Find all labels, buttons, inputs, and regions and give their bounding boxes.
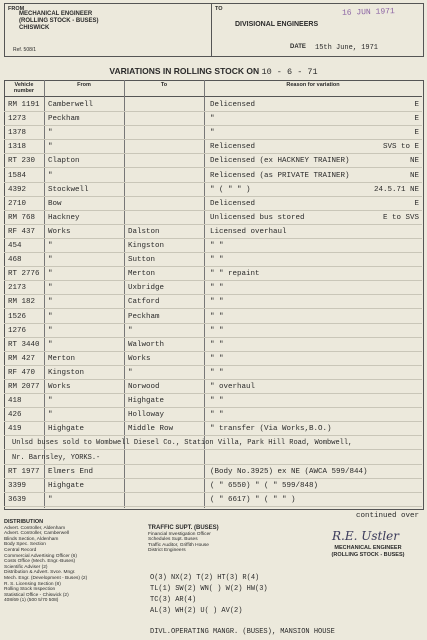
from-location: " [48,129,53,138]
signatory-line: (ROLLING STOCK - BUSES) [331,551,405,558]
from-location: Elmers End [48,467,94,476]
from-location: Peckham [48,115,80,124]
to-location: Highgate [128,397,165,406]
vehicle-number: 2173 [8,284,27,293]
variation-reason: (Body No.3925) ex NE (AWCA 599/844) [210,467,368,476]
variation-reason: " ( " " ) [210,185,251,194]
variation-reason: " " [210,256,224,265]
to-location: Peckham [128,312,160,321]
from-location: " [48,171,53,180]
table-row [4,210,422,225]
variation-reason: Relicensed [210,143,256,152]
garage-code-line: O(3) NX(2) T(2) HT(3) R(4) [150,574,260,582]
col-header-vehicle: Vehicle number [13,82,35,94]
from-location: " [48,284,53,293]
from-location: Works [48,227,71,236]
variation-reason: Unlicensed bus stored [210,213,305,222]
variation-reason: Delicensed [210,101,256,109]
traffic-lines [148,532,268,554]
signature: R.E. Ustler [332,529,400,543]
vehicle-number: 1318 [8,143,27,152]
traffic-line: District Engineers [148,548,186,554]
variation-reason: ( " 6550) " ( " 599/848) [210,481,319,490]
traffic-line: Schedules Supt. Buses [148,537,198,543]
variation-reason: Delicensed [210,199,256,208]
memo-header [4,3,424,57]
vehicle-number: 3399 [8,481,27,490]
from-location: " [48,495,53,504]
from-location: Camberwell [48,101,94,109]
from-location: Stockwell [48,185,89,194]
from-line: CHISWICK [19,25,50,31]
table-row [4,478,422,493]
area-code: E [414,129,419,138]
from-location: Clapton [48,157,80,166]
from-location: " [48,312,53,321]
col-header-reason: Reason for variation [286,82,340,88]
from-location: Highgate [48,425,85,434]
table-row [4,153,422,168]
traffic-list [148,526,268,554]
variation-reason: " " [210,340,224,349]
distribution-line: Statistical Office - Chiswick (2) [4,592,69,598]
garage-code-line: AL(3) WH(2) U( ) AV(2) [150,607,243,615]
to-location: Holloway [128,411,165,420]
vehicle-number: 418 [8,397,22,406]
table-row [4,252,422,267]
from-location: Bow [48,199,62,208]
vehicle-number: 4392 [8,185,27,194]
distribution-line: Blinds Section, Aldenham [4,536,59,542]
to-location: Walworth [128,340,165,349]
area-code: NE [409,171,419,180]
to-value: DIVISIONAL ENGINEERS [235,21,319,28]
page-title [0,66,427,77]
variation-reason: " " repaint [210,270,260,279]
area-code: 24.5.71 NE [373,185,419,194]
vehicle-number: 3639 [8,495,27,504]
table-row [4,111,422,126]
distribution-line: Costs Office (Mech. Engr.-Buses) [4,559,76,565]
table-row [4,379,422,394]
vehicle-number: RM 2077 [8,383,40,391]
from-location: Works [48,383,71,391]
area-code: E [414,199,419,208]
title-date: 10 - 6 - 71 [261,67,318,77]
to-location: Merton [128,270,156,279]
variation-reason: " overhaul [210,383,256,391]
signatory-title [314,545,422,558]
from-block [19,11,99,32]
from-location: " [48,256,53,265]
vehicle-number: RT 230 [8,157,36,166]
from-location: Highgate [48,481,85,490]
vehicle-number: 1584 [8,171,27,180]
distribution-line: Commercial Advertising Officer (6) [4,553,77,559]
table-row [4,393,422,408]
vehicle-number: RF 470 [8,368,36,377]
distribution-line: Advert. Controller, Camberwell [4,531,70,537]
table-row [4,266,422,281]
to-location: " [128,326,133,335]
distribution-line: Scientific Adviser (2) [4,564,48,570]
traffic-heading: TRAFFIC SUPT. (BUSES) [148,525,219,531]
table-row [4,168,422,183]
vehicle-number: 2710 [8,199,27,208]
to-location: Kingston [128,242,165,250]
vehicle-number: 1526 [8,312,27,321]
signatory-line: MECHANICAL ENGINEER [334,545,402,551]
table-row [4,309,422,324]
row-note: Unlsd buses sold to Wombwell Diesel Co., Station Villa, Park Hill Road, Wombwell, [12,439,353,448]
table-row [4,196,422,211]
table-row [4,464,422,479]
vehicle-number: RT 2776 [8,270,40,279]
from-location: " [48,242,53,250]
area-code: NE [409,157,419,166]
distribution-line: Distribution & Advert. Svce. Mngr. [4,570,76,576]
table-row [4,421,422,436]
distribution-line: Rolling Stock Inspection [4,587,56,593]
variation-reason: " transfer (Via Works,B.O.) [210,425,332,434]
to-location: Uxbridge [128,284,165,293]
divisional-manager: DIVL.OPERATING MANGR. (BUSES), MANSION HOUSE [150,628,335,636]
table-row [4,125,422,140]
header-divider [211,4,212,56]
area-code: SVS to E [382,143,419,152]
table-row [4,323,422,338]
to-label: TO [215,6,223,12]
variation-reason: " [210,115,215,124]
vehicle-number: RM 182 [8,298,36,307]
distribution-lines [4,526,144,604]
date-label: DATE [290,44,306,50]
from-location: " [48,397,53,406]
distribution-line: R. S. Licensing Section (8) [4,581,61,587]
col-header-from: From [77,82,91,88]
garage-code-line: TL(1) SW(2) WN( ) W(2) HW(3) [150,585,268,593]
traffic-line: Financial Investigation Officer [148,531,211,537]
from-label: FROM [8,6,25,12]
table-row [4,492,422,507]
from-location: " [48,340,53,349]
vehicle-number: RM 768 [8,213,36,222]
table-row [4,450,422,465]
variation-reason: " " [210,312,224,321]
to-location: Dalston [128,227,160,236]
variation-reason: " " [210,298,224,307]
variation-reason: " " [210,411,224,420]
table-row [4,351,422,366]
table-row [4,224,422,239]
vehicle-number: RT 3440 [8,340,40,349]
vehicle-number: 419 [8,425,22,434]
variation-reason: " " [210,326,224,335]
area-code: E to SVS [382,213,419,222]
area-code: E [414,101,419,109]
variation-reason: " " [210,368,224,377]
distribution-line: Body Spec. Section [4,542,46,548]
to-location: Sutton [128,256,156,265]
table-row [4,238,422,253]
variation-reason: Licensed overhaul [210,227,287,236]
to-location: Middle Row [128,425,174,434]
row-note: Nr. Barnsley, YORKS.- [12,453,101,462]
from-location: " [48,270,53,279]
from-line: MECHANICAL ENGINEER [19,11,93,17]
table-row [4,365,422,380]
title-text: VARIATIONS IN ROLLING STOCK ON [109,66,260,76]
variation-reason: " " [210,397,224,406]
from-location: " [48,326,53,335]
variation-reason: " " [210,284,224,293]
col-header-to: To [160,82,168,88]
to-location: Works [128,354,151,363]
table-row [4,337,422,352]
from-location: Kingston [48,368,85,377]
distribution-line: 408/69 (1) (500 5/70 508) [4,598,59,604]
variation-reason: " " [210,242,224,250]
traffic-line: Traffic Auditor, Griffith House [148,542,209,548]
date-value: 15th June, 1971 [315,44,379,52]
vehicle-number: 454 [8,242,22,250]
vehicle-number: RF 437 [8,227,36,236]
to-location: " [128,368,133,377]
variation-reason: " " [210,354,224,363]
variation-reason: Delicensed (ex HACKNEY TRAINER) [210,157,350,166]
from-location: Merton [48,354,76,363]
table-row [4,97,422,112]
vehicle-number: 1378 [8,129,27,138]
vehicle-number: 468 [8,256,22,265]
distribution-line: Central Record [4,547,37,553]
garage-codes [150,573,268,617]
vehicle-number: RT 1977 [8,467,40,476]
table-row [4,435,422,450]
distribution-heading: DISTRIBUTION [4,519,44,525]
distribution-line: Mech. Engr. (Development - Buses) (2) [4,575,88,581]
distribution-list [4,520,144,604]
from-location: Hackney [48,213,80,222]
vehicle-number: 426 [8,411,22,420]
table-row [4,294,422,309]
vehicle-number: 1276 [8,326,27,335]
received-stamp: 16 JUN 1971 [341,7,395,18]
vehicle-number: RM 1191 [8,101,40,109]
continued-over: continued over [356,512,420,520]
variation-reason: " [210,129,215,138]
from-line: (ROLLING STOCK - BUSES) [19,18,99,24]
garage-code-line: TC(3) AR(4) [150,596,197,604]
variation-reason: Relicensed (as PRIVATE TRAINER) [210,171,350,180]
table-row [4,182,422,197]
to-location: Catford [128,298,160,307]
reference-number: Ref. 508/1 [13,47,37,53]
table-row [4,139,422,154]
variation-reason: ( " 6617) " ( " " ) [210,495,296,504]
from-location: " [48,298,53,307]
vehicle-number: RM 427 [8,354,36,363]
distribution-line: Advert. Controller, Aldenham [4,525,66,531]
from-location: " [48,411,53,420]
to-location: Norwood [128,383,160,391]
table-row [4,407,422,422]
from-location: " [48,143,53,152]
vehicle-number: 1273 [8,115,27,124]
area-code: E [414,115,419,124]
table-row [4,280,422,295]
